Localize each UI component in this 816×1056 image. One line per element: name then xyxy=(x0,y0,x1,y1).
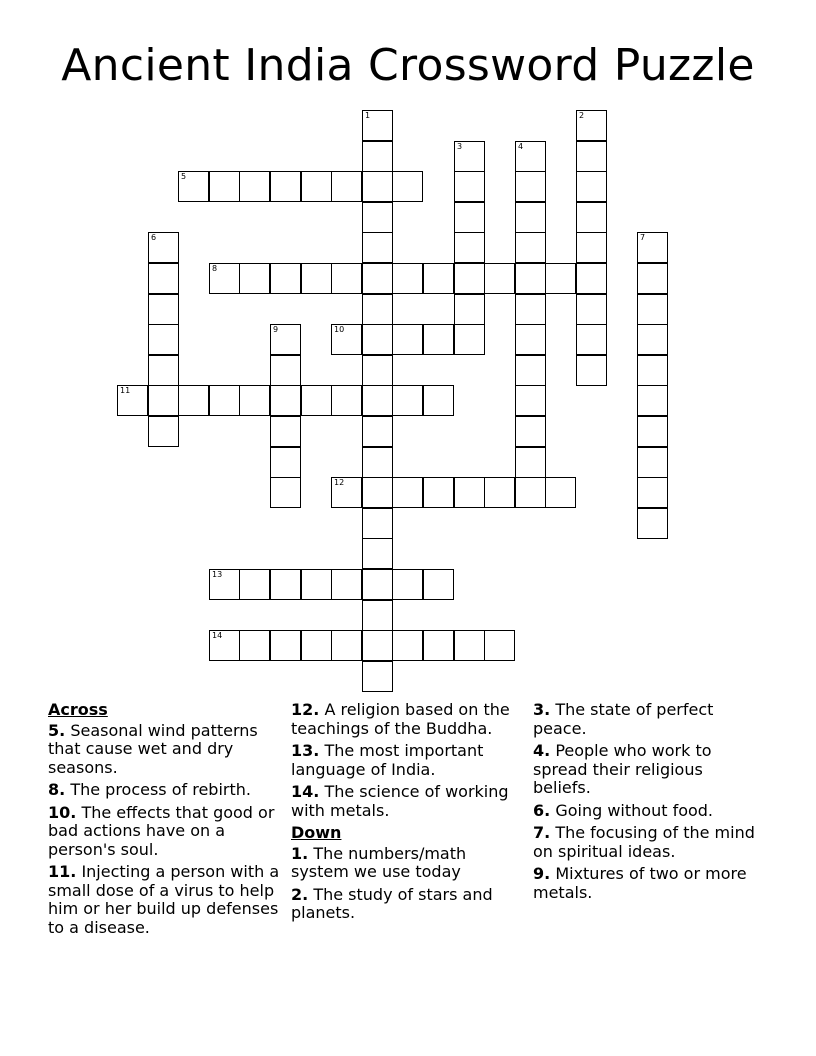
grid-cell xyxy=(484,477,515,508)
clue-number: 9. xyxy=(533,864,551,883)
clue-number: 3. xyxy=(533,700,551,719)
grid-cell xyxy=(637,508,668,539)
grid-cell xyxy=(301,630,332,661)
clue-number-label: 14 xyxy=(212,631,223,640)
grid-cell xyxy=(454,232,485,263)
grid-cell xyxy=(637,324,668,355)
clue-number-label: 5 xyxy=(181,172,187,181)
grid-cell xyxy=(301,263,332,294)
grid-cell xyxy=(515,232,546,263)
grid-cell xyxy=(637,477,668,508)
grid-cell xyxy=(454,141,485,172)
grid-cell xyxy=(362,416,393,447)
grid-cell xyxy=(301,569,332,600)
grid-cell xyxy=(209,263,240,294)
grid-cell xyxy=(515,294,546,325)
clue-text: The process of rebirth. xyxy=(70,780,251,799)
clues-column-2 xyxy=(291,701,523,927)
across-heading: Across xyxy=(48,700,108,719)
grid-cell xyxy=(148,416,179,447)
clue-across-11 xyxy=(48,863,280,937)
grid-cell xyxy=(270,355,301,386)
clue-number: 5. xyxy=(48,720,66,740)
grid-cell xyxy=(148,324,179,355)
grid-cell xyxy=(454,263,485,294)
clue-text: The study of stars and planets. xyxy=(291,884,493,922)
clue-down-6 xyxy=(533,802,765,821)
grid-cell xyxy=(270,477,301,508)
clue-number: 14. xyxy=(291,782,320,801)
grid-cell xyxy=(148,355,179,386)
grid-cell xyxy=(270,569,301,600)
clue-down-7 xyxy=(533,824,765,861)
grid-cell xyxy=(484,263,515,294)
clue-number: 2. xyxy=(291,884,309,904)
grid-cell xyxy=(637,232,668,263)
grid-cell xyxy=(576,294,607,325)
grid-cell xyxy=(331,569,362,600)
grid-cell xyxy=(392,324,423,355)
grid-cell xyxy=(362,355,393,386)
grid-cell xyxy=(392,385,423,416)
grid-cell xyxy=(637,294,668,325)
grid-cell xyxy=(270,263,301,294)
grid-cell xyxy=(423,569,454,600)
grid-cell xyxy=(423,477,454,508)
clue-number-label: 1 xyxy=(365,111,371,120)
grid-cell xyxy=(362,508,393,539)
clue-text: Going without food. xyxy=(555,800,714,820)
grid-cell xyxy=(301,171,332,202)
down-heading: Down xyxy=(291,823,342,842)
clue-down-9 xyxy=(533,865,765,902)
grid-cell xyxy=(545,263,576,294)
clue-across-12 xyxy=(291,701,523,738)
grid-cell xyxy=(576,324,607,355)
grid-cell xyxy=(239,263,270,294)
grid-cell xyxy=(362,324,393,355)
grid-cell xyxy=(239,385,270,416)
grid-cell xyxy=(362,294,393,325)
clue-text: The science of working with metals. xyxy=(291,782,509,820)
clue-text: The state of perfect peace. xyxy=(533,700,714,738)
clue-text: The focusing of the mind on spiritual ideas. xyxy=(533,823,755,861)
clue-number-label: 12 xyxy=(334,478,345,487)
clue-number-label: 3 xyxy=(457,142,463,151)
clue-text: Injecting a person with a small dose of a virus to help him or her build up defenses to a disease. xyxy=(48,862,280,937)
clue-text: The effects that good or bad actions have on a person's soul. xyxy=(48,802,275,859)
grid-cell xyxy=(239,630,270,661)
grid-cell xyxy=(454,202,485,233)
grid-cell xyxy=(148,263,179,294)
grid-cell xyxy=(515,416,546,447)
grid-cell xyxy=(362,141,393,172)
clue-number: 4. xyxy=(533,741,551,760)
grid-cell xyxy=(545,477,576,508)
clue-across-8 xyxy=(48,781,280,800)
clue-number: 7. xyxy=(533,823,551,842)
grid-cell xyxy=(576,263,607,294)
clue-across-5 xyxy=(48,722,280,778)
page-title: Ancient India Crossword Puzzle xyxy=(61,40,755,91)
grid-cell xyxy=(117,385,148,416)
grid-cell xyxy=(454,477,485,508)
grid-cell xyxy=(239,171,270,202)
clue-down-1 xyxy=(291,845,523,882)
grid-cell xyxy=(270,385,301,416)
grid-cell xyxy=(209,385,240,416)
grid-cell xyxy=(362,447,393,478)
grid-cell xyxy=(576,232,607,263)
grid-cell xyxy=(515,141,546,172)
grid-cell xyxy=(515,385,546,416)
grid-cell xyxy=(362,630,393,661)
grid-cell xyxy=(331,630,362,661)
grid-cell xyxy=(576,202,607,233)
clues-column-1 xyxy=(48,701,280,941)
grid-cell xyxy=(362,385,393,416)
clue-text: The numbers/math system we use today xyxy=(291,843,467,881)
grid-cell xyxy=(362,569,393,600)
clue-down-4 xyxy=(533,742,765,798)
grid-cell xyxy=(484,630,515,661)
grid-cell xyxy=(148,385,179,416)
grid-cell xyxy=(576,171,607,202)
grid-cell xyxy=(392,630,423,661)
grid-cell xyxy=(423,263,454,294)
grid-cell xyxy=(392,569,423,600)
clue-number-label: 8 xyxy=(212,264,218,273)
grid-cell xyxy=(515,263,546,294)
clue-number: 1. xyxy=(291,843,309,863)
grid-cell xyxy=(515,355,546,386)
grid-cell xyxy=(454,294,485,325)
clue-number: 8. xyxy=(48,780,66,799)
grid-cell xyxy=(454,630,485,661)
grid-cell xyxy=(515,171,546,202)
grid-cell xyxy=(637,263,668,294)
clue-text: People who work to spread their religious beliefs. xyxy=(533,741,712,797)
grid-cell xyxy=(301,385,332,416)
clue-across-10 xyxy=(48,804,280,860)
clue-across-14 xyxy=(291,783,523,820)
clue-text: A religion based on the teachings of the Buddha. xyxy=(291,700,510,738)
grid-cell xyxy=(637,385,668,416)
clue-number-label: 13 xyxy=(212,570,223,579)
grid-cell xyxy=(515,447,546,478)
grid-cell xyxy=(178,385,209,416)
grid-cell xyxy=(362,232,393,263)
clue-down-2 xyxy=(291,886,523,923)
grid-cell xyxy=(392,171,423,202)
grid-cell xyxy=(331,385,362,416)
grid-cell xyxy=(515,324,546,355)
grid-cell xyxy=(331,324,362,355)
grid-cell xyxy=(239,569,270,600)
clue-number-label: 6 xyxy=(151,233,157,242)
grid-cell xyxy=(423,385,454,416)
grid-cell xyxy=(270,416,301,447)
grid-cell xyxy=(454,324,485,355)
grid-cell xyxy=(637,416,668,447)
clue-number-label: 9 xyxy=(273,325,279,334)
grid-cell xyxy=(515,477,546,508)
grid-cell xyxy=(209,171,240,202)
grid-cell xyxy=(423,324,454,355)
grid-cell xyxy=(362,171,393,202)
clue-down-3 xyxy=(533,701,765,738)
grid-cell xyxy=(576,110,607,141)
clue-number: 12. xyxy=(291,700,320,719)
clue-number-label: 4 xyxy=(518,142,524,151)
grid-cell xyxy=(576,141,607,172)
clue-across-13 xyxy=(291,742,523,779)
grid-cell xyxy=(331,171,362,202)
grid-cell xyxy=(362,110,393,141)
clue-number: 11. xyxy=(48,862,77,881)
clue-text: The most important language of India. xyxy=(291,741,484,779)
clues-column-3 xyxy=(533,701,765,906)
clue-number-label: 11 xyxy=(120,386,131,395)
grid-cell xyxy=(270,630,301,661)
grid-cell xyxy=(515,202,546,233)
grid-cell xyxy=(392,477,423,508)
grid-cell xyxy=(362,661,393,692)
grid-cell xyxy=(148,294,179,325)
grid-cell xyxy=(209,569,240,600)
grid-cell xyxy=(362,202,393,233)
grid-cell xyxy=(209,630,240,661)
grid-cell xyxy=(362,263,393,294)
grid-cell xyxy=(576,355,607,386)
grid-cell xyxy=(362,538,393,569)
grid-cell xyxy=(178,171,209,202)
clue-number-label: 2 xyxy=(579,111,585,120)
clue-number: 6. xyxy=(533,800,551,820)
clue-text: Mixtures of two or more metals. xyxy=(533,864,747,902)
grid-cell xyxy=(362,477,393,508)
grid-cell xyxy=(362,600,393,631)
grid-cell xyxy=(423,630,454,661)
grid-cell xyxy=(637,447,668,478)
grid-cell xyxy=(454,171,485,202)
clue-text: Seasonal wind patterns that cause wet and dry seasons. xyxy=(48,720,258,777)
grid-cell xyxy=(270,171,301,202)
clue-number: 10. xyxy=(48,802,77,822)
grid-cell xyxy=(637,355,668,386)
clue-number: 13. xyxy=(291,741,320,760)
grid-cell xyxy=(270,447,301,478)
grid-cell xyxy=(392,263,423,294)
grid-cell xyxy=(148,232,179,263)
clue-number-label: 7 xyxy=(640,233,646,242)
grid-cell xyxy=(270,324,301,355)
grid-cell xyxy=(331,477,362,508)
clue-number-label: 10 xyxy=(334,325,345,334)
grid-cell xyxy=(331,263,362,294)
